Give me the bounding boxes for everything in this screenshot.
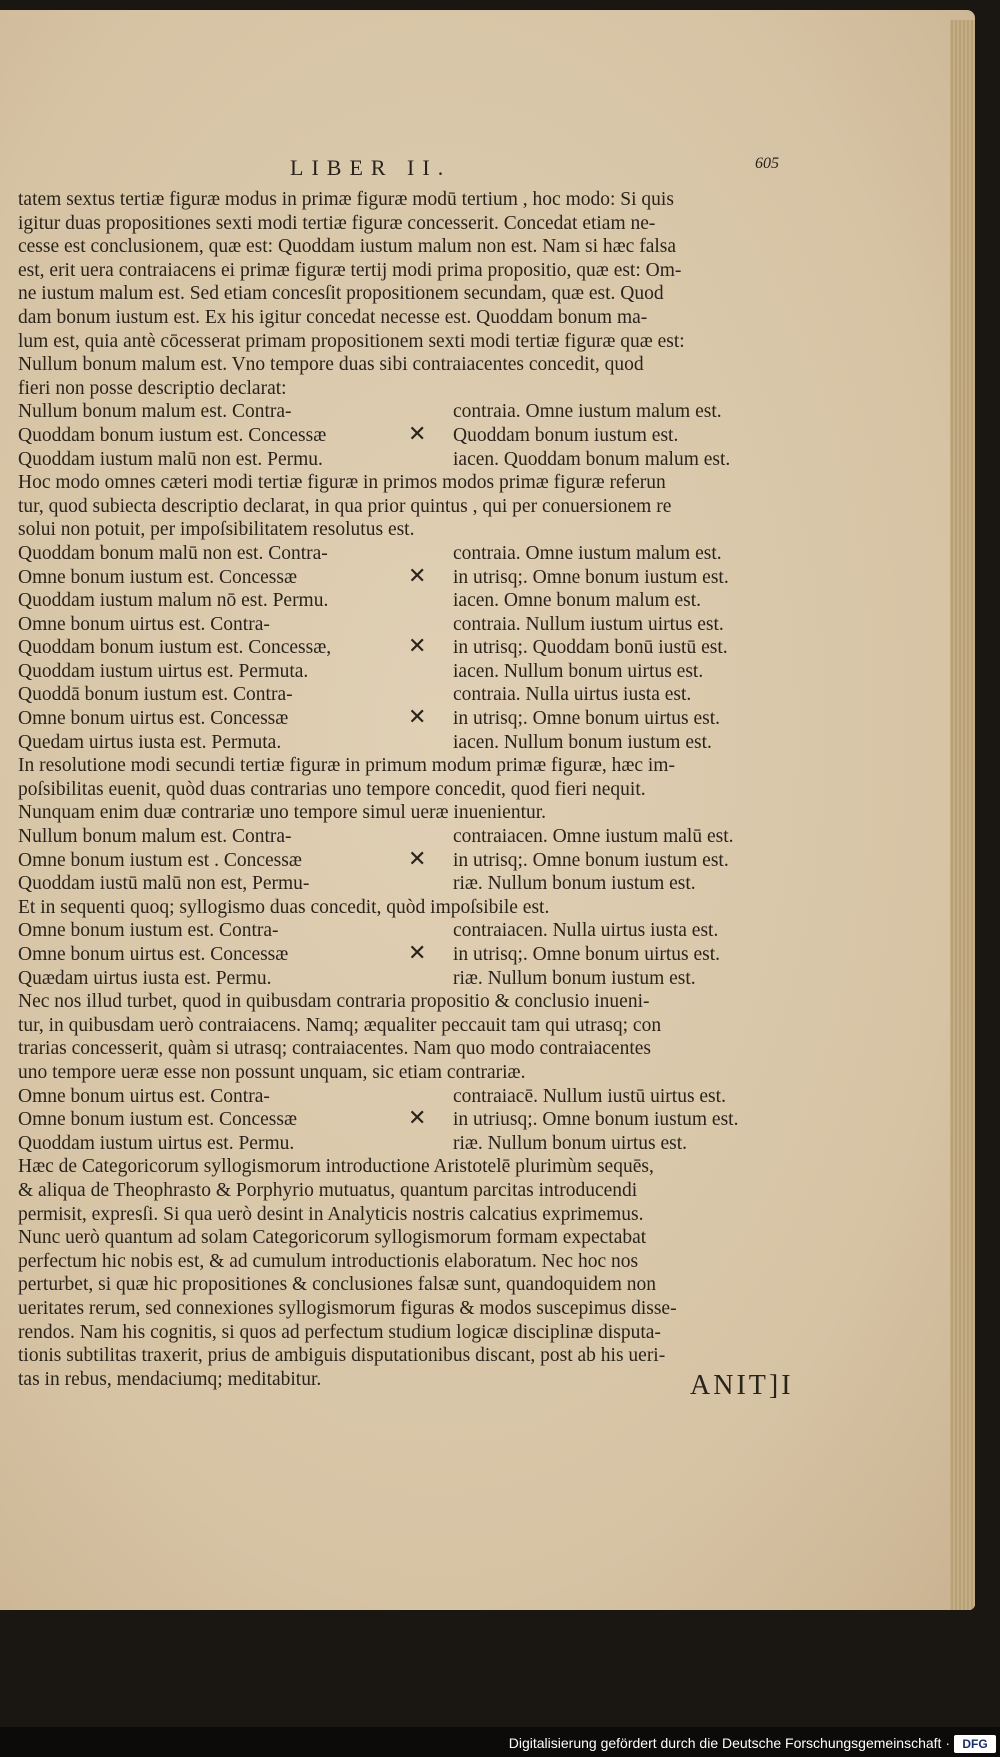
syllogism-row: [18, 589, 818, 613]
contradiction-cross-icon: ✕: [408, 704, 427, 730]
syllogism-row: [18, 967, 818, 991]
premise-text: Omne bonum uirtus est. Concessæ: [18, 944, 289, 965]
text-line: Nec nos illud turbet, quod in quibusdam contraria propositio & conclusio inueni-: [18, 991, 650, 1013]
premise-text: Quoddam iustum malum nō est. Permu.: [18, 590, 329, 612]
text-line: & aliqua de Theophrasto & Porphyrio mutuatus, quantum parcitas introducendi: [18, 1179, 638, 1201]
text-line: trarias concesserit, quàm si utrasq; contraiacentes. Nam quo modo contraiacentes: [18, 1038, 651, 1060]
text-line: ueritates rerum, sed connexiones syllogismorum figuras & modos suscepimus disse-: [18, 1297, 677, 1319]
premise-text: Quoddam bonum iustum est. Concessæ,: [18, 637, 332, 659]
page-number: 605: [755, 155, 779, 172]
paragraph-2: [18, 471, 818, 542]
syllogism-table-3: [18, 825, 818, 896]
paragraph-6: [18, 1155, 818, 1391]
premise-text: Quoddam bonum iustum est. Concessæ: [18, 424, 327, 446]
paragraph-5: [18, 990, 818, 1084]
catchword: ANIT]I: [690, 1370, 794, 1401]
syllogism-row: [18, 420, 818, 448]
body-text: [18, 188, 818, 1391]
contradiction-cross-icon: ✕: [408, 420, 427, 446]
text-line: poſsibilitas euenit, quòd duas contrarias uno tempore concedit, quod fieri nequit.: [18, 778, 646, 800]
syllogism-table-2: [18, 542, 818, 754]
syllogism-row: [18, 562, 818, 590]
text-line: cesse est conclusionem, quæ est: Quoddam iustum malum non est. Nam si hæc falsa: [18, 236, 677, 258]
contrary-text: in utrisq;. Quoddam bonū iustū est.: [453, 637, 728, 659]
premise-text: Omne bonum uirtus est. Concessæ: [18, 708, 289, 730]
syllogism-table-5: [18, 1085, 818, 1156]
contradiction-cross-icon: ✕: [408, 1105, 427, 1131]
text-line: Nunquam enim duæ contrariæ uno tempore simul ueræ inuenientur.: [18, 802, 547, 824]
syllogism-row: [18, 940, 818, 967]
syllogism-table-4: [18, 919, 818, 990]
page-edges: [950, 20, 975, 1610]
premise-text: Quoddam iustū malū non est, Permu-: [18, 873, 310, 895]
syllogism-row: [18, 448, 818, 472]
text-line: Nunc uerò quantum ad solam Categoricorum syllogismorum formam expectabat: [18, 1227, 647, 1249]
contrary-text: contraia. Nulla uirtus iusta est.: [453, 684, 692, 706]
premise-text: Omne bonum iustum est. Contra-: [18, 920, 279, 942]
text-line: Et in sequenti quoq; syllogismo duas concedit, quòd impoſsibile est.: [18, 896, 550, 918]
text-line: tur, in quibusdam uerò contraiacens. Namq; æqualiter peccauit tam qui utrasq; con: [18, 1014, 662, 1036]
dfg-logo: DFG: [954, 1735, 996, 1753]
contrary-text: contraiacen. Nulla uirtus iusta est.: [453, 920, 719, 942]
premise-text: Omne bonum iustum est. Concessæ: [18, 1109, 297, 1131]
contradiction-cross-icon: ✕: [408, 562, 427, 588]
text-line: tas in rebus, mendaciumq; meditabitur.: [18, 1368, 322, 1390]
premise-text: Nullum bonum malum est. Contra-: [18, 826, 292, 848]
contradiction-cross-icon: ✕: [408, 633, 427, 659]
text-line: dam bonum iustum est. Ex his igitur concedat necesse est. Quoddam bonum ma-: [18, 306, 648, 328]
contrary-text: iacen. Nullum bonum iustum est.: [453, 731, 712, 753]
premise-text: Quædam uirtus iusta est. Permu.: [18, 967, 272, 989]
contrary-text: riæ. Nullum bonum iustum est.: [453, 967, 696, 989]
text-line: perturbet, si quæ hic propositiones & conclusiones falsæ sunt, quandoquidem non: [18, 1274, 657, 1296]
text-line: In resolutione modi secundi tertiæ figuræ in primum modum primæ figuræ, hæc im-: [18, 755, 675, 777]
premise-text: Omne bonum uirtus est. Contra-: [18, 613, 270, 635]
premise-text: Quoddam iustum malū non est. Permu.: [18, 448, 323, 470]
book-page: [0, 10, 975, 1610]
syllogism-row: [18, 845, 818, 873]
contrary-text: in utrisq;. Omne bonum uirtus est.: [453, 944, 721, 965]
contrary-text: contraiacen. Omne iustum malū est.: [453, 826, 734, 848]
syllogism-row: [18, 660, 818, 684]
running-head: LIBER II.: [290, 155, 452, 180]
paragraph-1: [18, 188, 818, 400]
syllogism-table-1: [18, 400, 818, 471]
text-line: Hæc de Categoricorum syllogismorum introductione Aristotelē plurimùm sequēs,: [18, 1156, 654, 1178]
text-line: Nullum bonum malum est. Vno tempore duas sibi contraiacentes concedit, quod: [18, 354, 644, 376]
text-line: tur, quod subiecta descriptio declarat, in qua prior quintus , qui per conuersionem re: [18, 495, 672, 517]
text-line: igitur duas propositiones sexti modi tertiæ figuræ concesserit. Concedat etiam ne-: [18, 212, 656, 234]
contrary-text: contraia. Omne iustum malum est.: [453, 542, 722, 564]
syllogism-row: [18, 704, 818, 731]
text-line: permisit, expresſi. Si qua uerò desint in Analyticis nostris calcatius exprimemus.: [18, 1203, 644, 1225]
text-line: uno tempore ueræ esse non possunt unquam, sic etiam contrariæ.: [18, 1061, 526, 1083]
text-line: tionis subtilitas traxerit, prius de ambiguis disputationibus discant, post ab his ueri-: [18, 1345, 666, 1367]
paragraph-4: [18, 896, 818, 920]
contrary-text: contraiacē. Nullum iustū uirtus est.: [453, 1085, 726, 1107]
contrary-text: contraia. Nullum iustum uirtus est.: [453, 613, 724, 635]
premise-text: Omne bonum uirtus est. Contra-: [18, 1085, 270, 1107]
syllogism-row: [18, 872, 818, 896]
contrary-text: iacen. Quoddam bonum malum est.: [453, 448, 731, 470]
text-line: tatem sextus tertiæ figuræ modus in primæ figuræ modū tertium , hoc modo: Si quis: [18, 189, 674, 210]
syllogism-row: [18, 1105, 818, 1132]
premise-text: Quoddam iustum uirtus est. Permuta.: [18, 660, 309, 682]
syllogism-row: [18, 1132, 818, 1156]
page-header: [0, 155, 975, 185]
premise-text: Quoddā bonum iustum est. Contra-: [18, 684, 293, 706]
contradiction-cross-icon: ✕: [408, 845, 427, 871]
contrary-text: riæ. Nullum bonum iustum est.: [453, 873, 696, 895]
digitization-credit: Digitalisierung gefördert durch die Deutsche Forschungsgemeinschaft ·: [508, 1735, 950, 1751]
text-line: ne iustum malum est. Sed etiam concesſit propositionem secundam, quæ est. Quod: [18, 283, 664, 305]
text-line: lum est, quia antè cōcesserat primam propositionem sexti modi tertiæ figuræ quæ est:: [18, 330, 685, 352]
paragraph-3: [18, 754, 818, 825]
footer-strip: [0, 1727, 1000, 1757]
syllogism-row: [18, 731, 818, 755]
text-line: solui non potuit, per impoſsibilitatem resolutus est.: [18, 519, 415, 541]
text-line: rendos. Nam his cognitis, si quos ad perfectum studium logicæ disciplinæ disputa-: [18, 1321, 661, 1343]
text-line: perfectum hic nobis est, & ad cumulum introductionis elaboratum. Nec hoc nos: [18, 1250, 639, 1272]
premise-text: Omne bonum iustum est . Concessæ: [18, 849, 302, 871]
premise-text: Quoddam bonum malū non est. Contra-: [18, 542, 328, 564]
premise-text: Nullum bonum malum est. Contra-: [18, 401, 292, 423]
contradiction-cross-icon: ✕: [408, 940, 427, 965]
contrary-text: in utrisq;. Omne bonum iustum est.: [453, 849, 729, 871]
premise-text: Omne bonum iustum est. Concessæ: [18, 566, 297, 588]
contrary-text: iacen. Omne bonum malum est.: [453, 590, 702, 612]
syllogism-row: [18, 633, 818, 660]
premise-text: Quoddam iustum uirtus est. Permu.: [18, 1132, 295, 1154]
text-line: fieri non posse descriptio declarat:: [18, 377, 287, 399]
contrary-text: riæ. Nullum bonum uirtus est.: [453, 1132, 687, 1154]
text-line: Hoc modo omnes cæteri modi tertiæ figuræ in primos modos primæ figuræ referun: [18, 472, 666, 494]
contrary-text: in utriusq;. Omne bonum iustum est.: [453, 1109, 739, 1131]
premise-text: Quedam uirtus iusta est. Permuta.: [18, 731, 282, 753]
text-line: est, erit uera contraiacens ei primæ figuræ tertij modi prima propositio, quæ est: Om-: [18, 259, 682, 281]
contrary-text: in utrisq;. Omne bonum iustum est.: [453, 566, 729, 588]
syllogism-row: [18, 542, 818, 566]
contrary-text: Quoddam bonum iustum est.: [453, 424, 679, 446]
contrary-text: contraia. Omne iustum malum est.: [453, 401, 722, 423]
contrary-text: in utrisq;. Omne bonum uirtus est.: [453, 708, 721, 730]
contrary-text: iacen. Nullum bonum uirtus est.: [453, 660, 704, 682]
